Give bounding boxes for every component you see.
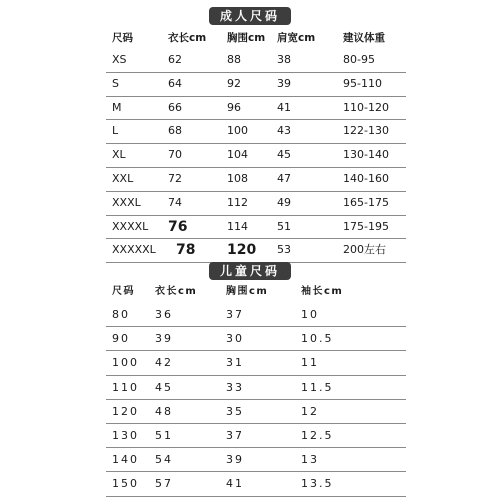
table-row bbox=[106, 97, 406, 121]
kids-header-row bbox=[106, 280, 406, 303]
weight-cell: 80-95 bbox=[343, 53, 375, 66]
table-row bbox=[106, 168, 406, 192]
sleeve-cell: 11.5 bbox=[301, 380, 334, 394]
size-cell: 110 bbox=[112, 380, 139, 394]
table-row bbox=[106, 192, 406, 216]
shoulder-cell: 39 bbox=[277, 76, 291, 90]
table-row bbox=[106, 120, 406, 144]
chest-cell: 33 bbox=[226, 380, 244, 394]
table-row bbox=[106, 472, 406, 496]
length-cell: 66 bbox=[168, 100, 182, 114]
size-cell: 150 bbox=[112, 477, 139, 491]
size-cell: 130 bbox=[112, 428, 139, 442]
chest-cell: 88 bbox=[227, 53, 241, 66]
size-cell: XXXXXL bbox=[112, 243, 156, 257]
chest-cell: 100 bbox=[227, 124, 248, 138]
adult-header-weight: 建议体重 bbox=[343, 32, 385, 44]
chest-cell: 96 bbox=[227, 100, 241, 114]
size-cell: S bbox=[112, 76, 119, 90]
sleeve-cell: 12.5 bbox=[301, 428, 334, 442]
kids-header-sleeve: 袖长cm bbox=[301, 286, 344, 297]
length-cell: 48 bbox=[155, 404, 173, 418]
size-cell: XXL bbox=[112, 171, 134, 185]
table-row bbox=[106, 49, 406, 73]
length-cell: 68 bbox=[168, 124, 182, 138]
sleeve-cell: 11 bbox=[301, 356, 319, 370]
table-row bbox=[106, 448, 406, 472]
size-cell: M bbox=[112, 100, 122, 114]
length-cell: 36 bbox=[155, 308, 173, 321]
chest-cell: 112 bbox=[227, 195, 248, 209]
size-cell: 90 bbox=[112, 332, 130, 346]
shoulder-cell: 43 bbox=[277, 124, 291, 138]
adult-header-size: 尺码 bbox=[112, 32, 133, 44]
table-row bbox=[106, 239, 406, 263]
weight-cell: 122-130 bbox=[343, 124, 389, 138]
size-cell: XXXXL bbox=[112, 219, 149, 233]
chest-cell: 114 bbox=[227, 219, 248, 233]
table-row bbox=[106, 400, 406, 424]
adult-header-row bbox=[106, 28, 406, 49]
weight-cell: 95-110 bbox=[343, 76, 382, 90]
size-cell: XXXL bbox=[112, 195, 141, 209]
kids-header-chest: 胸围cm bbox=[226, 286, 269, 297]
size-cell: 100 bbox=[112, 356, 139, 370]
length-cell: 45 bbox=[155, 380, 173, 394]
shoulder-cell: 49 bbox=[277, 195, 291, 209]
size-cell: 80 bbox=[112, 308, 130, 321]
chest-cell: 104 bbox=[227, 148, 248, 162]
table-row bbox=[106, 303, 406, 327]
length-cell: 39 bbox=[155, 332, 173, 346]
length-cell: 54 bbox=[155, 453, 173, 467]
table-row bbox=[106, 216, 406, 240]
weight-cell: 200左右 bbox=[343, 243, 386, 257]
chest-cell: 30 bbox=[226, 332, 244, 346]
sleeve-cell: 10.5 bbox=[301, 332, 334, 346]
table-row bbox=[106, 73, 406, 97]
weight-cell: 130-140 bbox=[343, 148, 389, 162]
length-cell: 62 bbox=[168, 53, 182, 66]
kids-size-table bbox=[106, 280, 406, 497]
shoulder-cell: 53 bbox=[277, 243, 291, 257]
length-cell: 42 bbox=[155, 356, 173, 370]
weight-cell: 175-195 bbox=[343, 219, 389, 233]
table-row bbox=[106, 327, 406, 351]
chest-cell: 120 bbox=[227, 242, 257, 259]
size-cell: 140 bbox=[112, 453, 139, 467]
size-cell: L bbox=[112, 124, 119, 138]
sleeve-cell: 12 bbox=[301, 404, 319, 418]
kids-header-length: 衣长cm bbox=[155, 286, 198, 297]
shoulder-cell: 51 bbox=[277, 219, 291, 233]
chest-cell: 92 bbox=[227, 76, 241, 90]
sleeve-cell: 13.5 bbox=[301, 477, 334, 491]
table-row bbox=[106, 376, 406, 400]
size-cell: 120 bbox=[112, 404, 139, 418]
size-cell: XL bbox=[112, 148, 126, 162]
adult-size-title: 成人尺码 bbox=[209, 7, 291, 25]
table-row bbox=[106, 424, 406, 448]
shoulder-cell: 38 bbox=[277, 53, 291, 66]
chest-cell: 37 bbox=[226, 428, 244, 442]
adult-size-table bbox=[106, 28, 406, 263]
chest-cell: 41 bbox=[226, 477, 244, 491]
length-cell: 76 bbox=[168, 218, 188, 235]
length-cell: 70 bbox=[168, 148, 182, 162]
adult-header-shoulder: 肩宽cm bbox=[277, 32, 316, 44]
kids-header-size: 尺码 bbox=[112, 286, 135, 297]
chest-cell: 31 bbox=[226, 356, 244, 370]
adult-header-length: 衣长cm bbox=[168, 32, 207, 44]
table-row bbox=[106, 144, 406, 168]
shoulder-cell: 41 bbox=[277, 100, 291, 114]
weight-cell: 165-175 bbox=[343, 195, 389, 209]
length-cell: 74 bbox=[168, 195, 182, 209]
kids-size-title: 儿童尺码 bbox=[209, 262, 291, 280]
weight-cell: 140-160 bbox=[343, 171, 389, 185]
table-row bbox=[106, 351, 406, 375]
chest-cell: 108 bbox=[227, 171, 248, 185]
length-cell: 78 bbox=[176, 242, 196, 259]
weight-cell: 110-120 bbox=[343, 100, 389, 114]
length-cell: 72 bbox=[168, 171, 182, 185]
length-cell: 51 bbox=[155, 428, 173, 442]
sleeve-cell: 13 bbox=[301, 453, 319, 467]
length-cell: 57 bbox=[155, 477, 173, 491]
length-cell: 64 bbox=[168, 76, 182, 90]
size-cell: XS bbox=[112, 53, 127, 66]
chest-cell: 37 bbox=[226, 308, 244, 321]
shoulder-cell: 47 bbox=[277, 171, 291, 185]
chest-cell: 35 bbox=[226, 404, 244, 418]
chest-cell: 39 bbox=[226, 453, 244, 467]
shoulder-cell: 45 bbox=[277, 148, 291, 162]
adult-header-chest: 胸围cm bbox=[227, 32, 266, 44]
sleeve-cell: 10 bbox=[301, 308, 319, 321]
